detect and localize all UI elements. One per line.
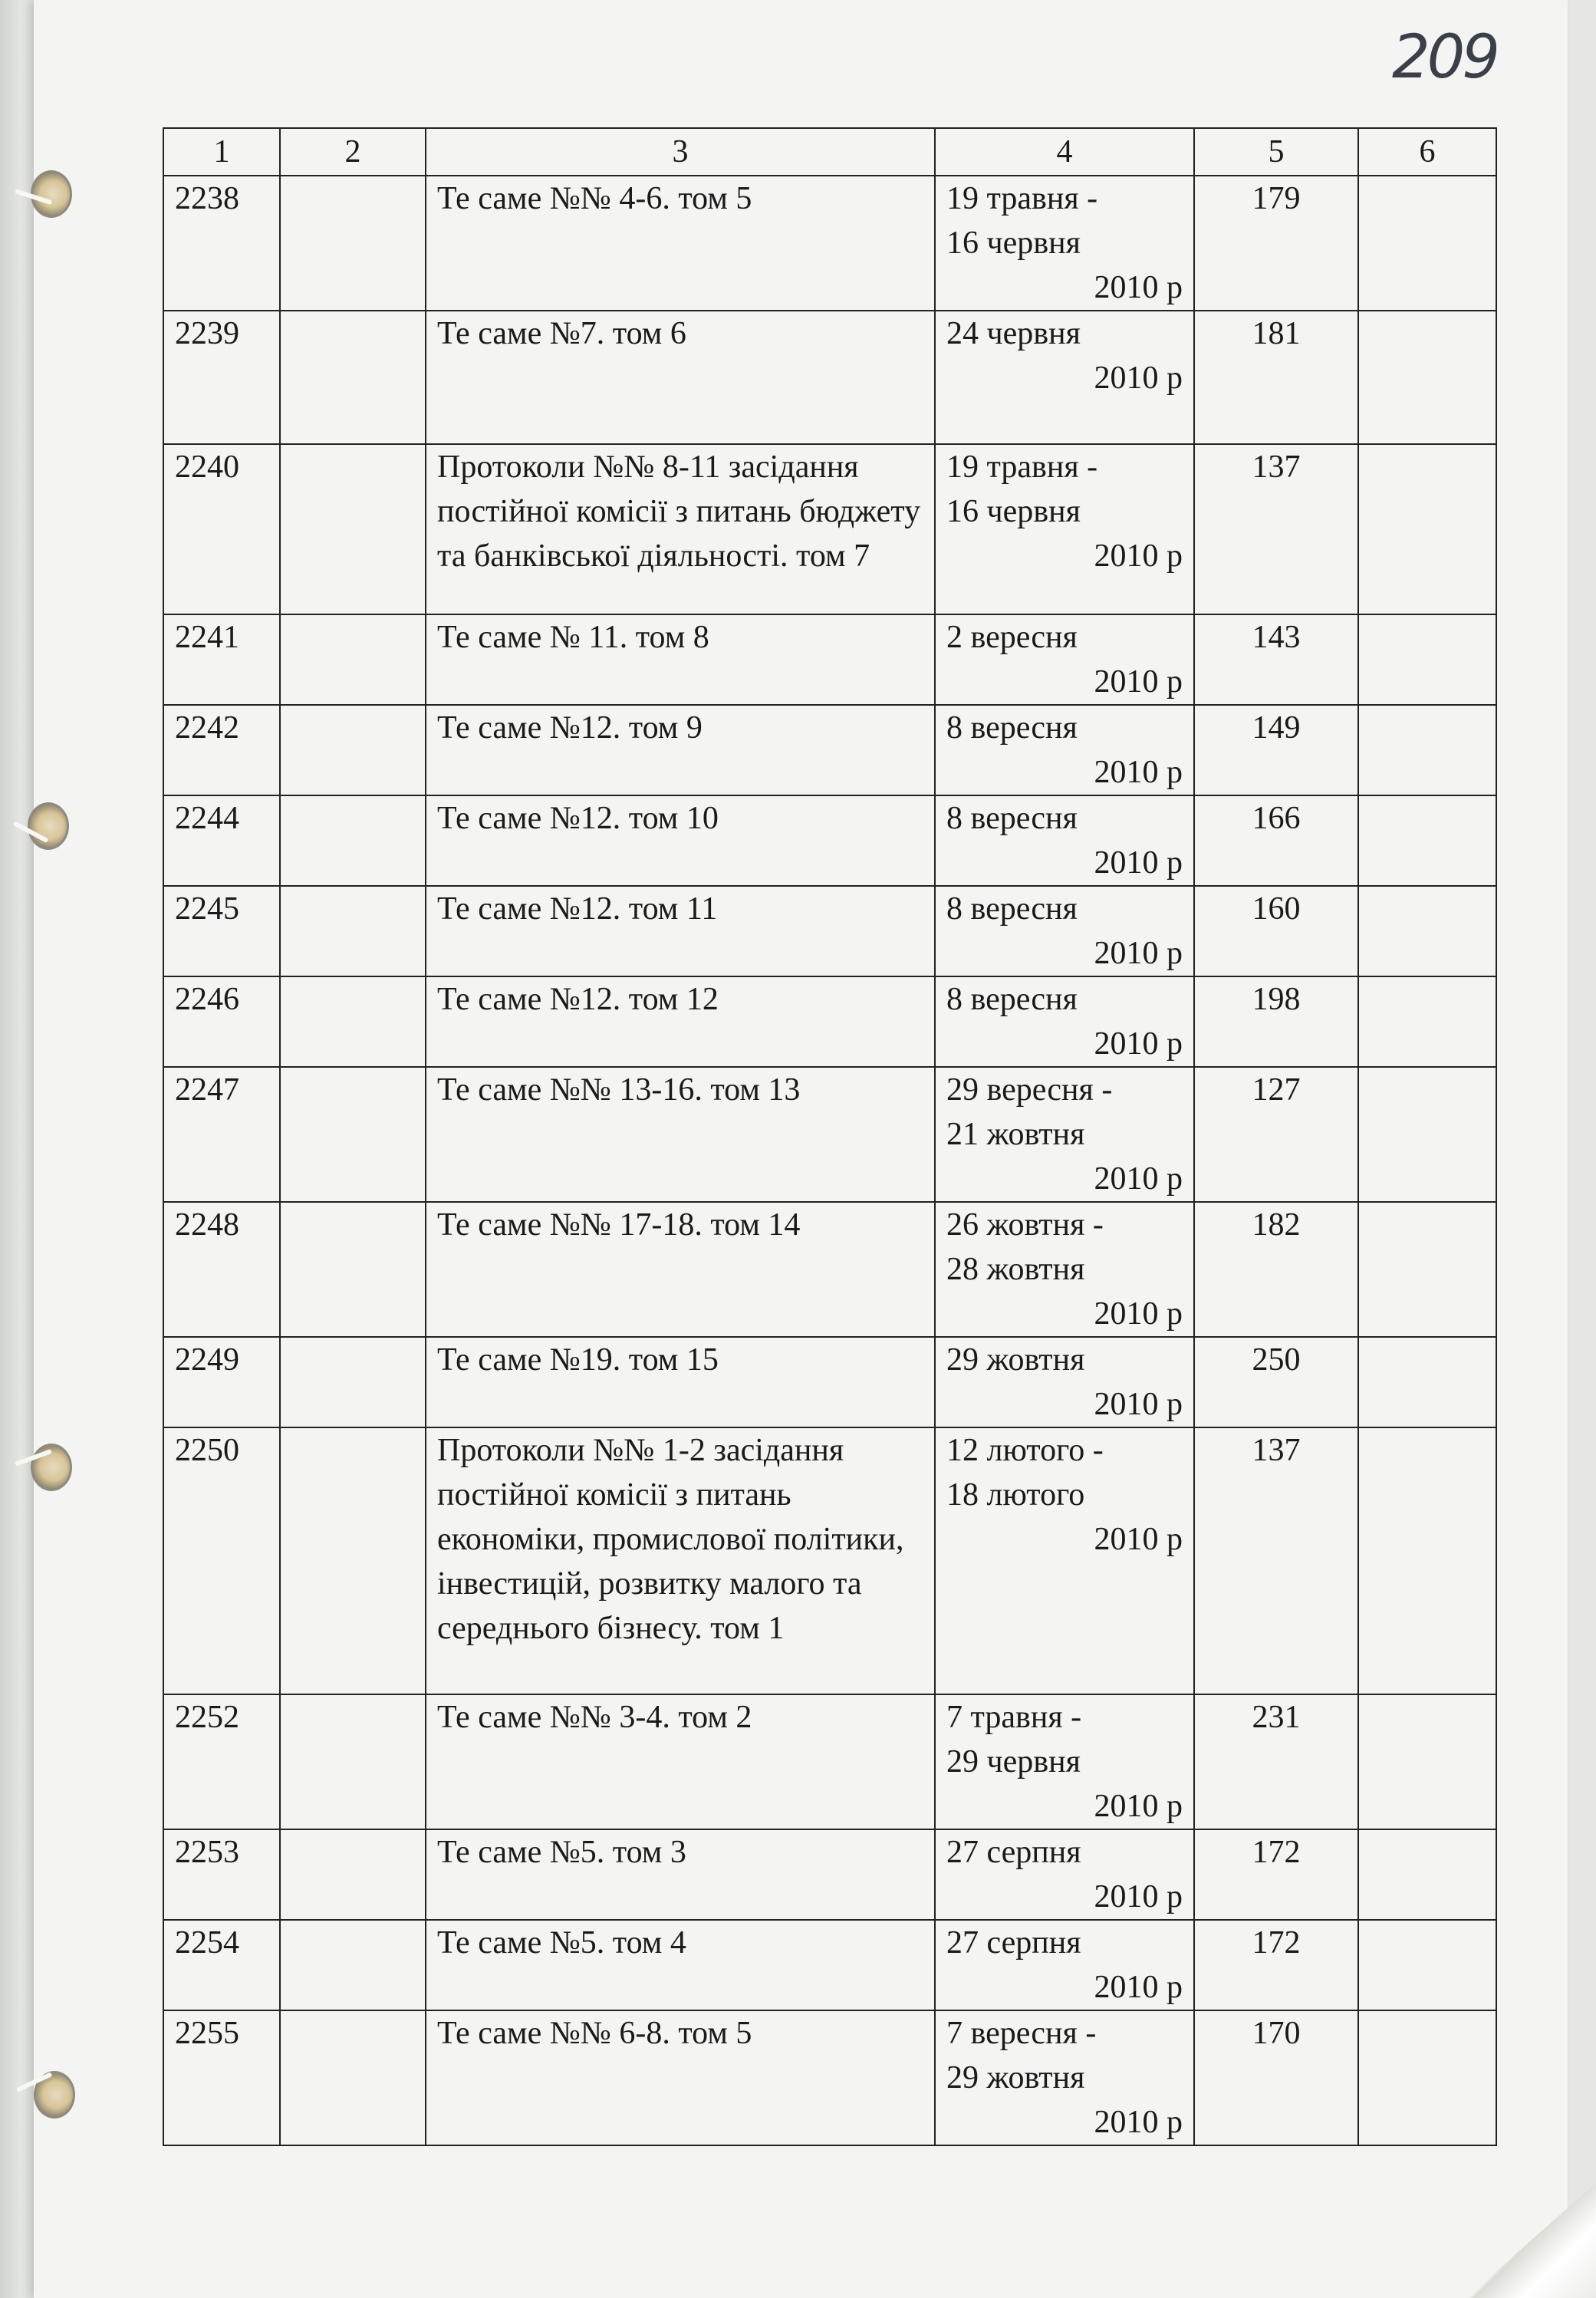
- table-row: [163, 1829, 1496, 1920]
- date-start: 12 лютого -: [946, 1433, 1104, 1468]
- column-2-cell: [280, 705, 426, 795]
- column-2-cell: [280, 886, 426, 976]
- date-start: 8 вересня: [946, 710, 1078, 746]
- record-title: Те саме №12. том 9: [426, 705, 935, 795]
- record-dates: [935, 1829, 1194, 1920]
- column-6-cell: [1358, 1829, 1496, 1920]
- sheet-count: 166: [1194, 795, 1358, 886]
- column-2-cell: [280, 2010, 426, 2145]
- record-dates: [935, 705, 1194, 795]
- sheet-count: 143: [1194, 614, 1358, 705]
- sheet-count: 172: [1194, 1920, 1358, 2010]
- record-number: 2245: [163, 886, 280, 976]
- record-title: Те саме №12. том 12: [426, 976, 935, 1067]
- sheet-count: 160: [1194, 886, 1358, 976]
- record-number: 2255: [163, 2010, 280, 2145]
- date-start: 26 жовтня -: [946, 1207, 1104, 1243]
- column-2-cell: [280, 1202, 426, 1337]
- date-year: 2010 р: [1094, 1161, 1183, 1197]
- date-year: 2010 р: [1094, 755, 1183, 790]
- date-start: 8 вересня: [946, 891, 1078, 927]
- record-number: 2250: [163, 1427, 280, 1694]
- table-row: [163, 705, 1496, 795]
- record-dates: [935, 795, 1194, 886]
- date-start: 24 червня: [946, 316, 1081, 351]
- table-row: [163, 444, 1496, 614]
- sheet-count: 137: [1194, 1427, 1358, 1694]
- date-year: 2010 р: [1094, 1879, 1183, 1914]
- date-start: 7 вересня -: [946, 2016, 1097, 2051]
- record-title: Те саме №№ 6-8. том 5: [426, 2010, 935, 2145]
- record-dates: [935, 1202, 1194, 1337]
- table-row: [163, 614, 1496, 705]
- column-6-cell: [1358, 795, 1496, 886]
- date-year: 2010 р: [1094, 845, 1183, 881]
- record-title: Те саме №№ 3-4. том 2: [426, 1694, 935, 1829]
- date-end: 16 червня: [946, 226, 1081, 261]
- record-dates: [935, 444, 1194, 614]
- column-2-cell: [280, 1337, 426, 1427]
- date-year: 2010 р: [1094, 361, 1183, 396]
- column-6-cell: [1358, 1427, 1496, 1694]
- record-dates: [935, 1920, 1194, 2010]
- sheet-count: 182: [1194, 1202, 1358, 1337]
- record-number: 2244: [163, 795, 280, 886]
- record-number: 2239: [163, 311, 280, 444]
- column-2-cell: [280, 1829, 426, 1920]
- date-start: 19 травня -: [946, 181, 1098, 216]
- record-number: 2240: [163, 444, 280, 614]
- record-title: Те саме №7. том 6: [426, 311, 935, 444]
- table-row: [163, 1427, 1496, 1694]
- register-table: [163, 127, 1497, 2146]
- sheet-count: 170: [1194, 2010, 1358, 2145]
- record-title: Те саме №№ 13-16. том 13: [426, 1067, 935, 1202]
- column-header: 1: [163, 128, 280, 176]
- record-title: Те саме №№ 4-6. том 5: [426, 176, 935, 311]
- date-start: 8 вересня: [946, 801, 1078, 836]
- column-2-cell: [280, 1694, 426, 1829]
- date-start: 8 вересня: [946, 982, 1078, 1017]
- column-2-cell: [280, 311, 426, 444]
- record-number: 2248: [163, 1202, 280, 1337]
- date-year: 2010 р: [1094, 936, 1183, 971]
- column-6-cell: [1358, 1202, 1496, 1337]
- column-header: 4: [935, 128, 1194, 176]
- column-6-cell: [1358, 705, 1496, 795]
- column-6-cell: [1358, 1920, 1496, 2010]
- sheet-count: 231: [1194, 1694, 1358, 1829]
- sheet-count: 179: [1194, 176, 1358, 311]
- table-row: [163, 1694, 1496, 1829]
- handwritten-page-number: 209: [1392, 23, 1497, 92]
- date-year: 2010 р: [1094, 1296, 1183, 1332]
- record-number: 2246: [163, 976, 280, 1067]
- record-dates: [935, 1427, 1194, 1694]
- table-row: [163, 886, 1496, 976]
- column-2-cell: [280, 444, 426, 614]
- table-row: [163, 176, 1496, 311]
- date-start: 7 травня -: [946, 1700, 1082, 1735]
- sheet-count: 172: [1194, 1829, 1358, 1920]
- table-row: [163, 311, 1496, 444]
- record-title: Те саме №12. том 11: [426, 886, 935, 976]
- binding-hole: [28, 802, 69, 850]
- record-title: Протоколи №№ 8-11 засідання постійної комісії з питань бюджету та банківської діяльності. том 7: [426, 444, 935, 614]
- record-dates: [935, 311, 1194, 444]
- record-dates: [935, 886, 1194, 976]
- record-number: 2252: [163, 1694, 280, 1829]
- sheet-count: 250: [1194, 1337, 1358, 1427]
- column-6-cell: [1358, 1337, 1496, 1427]
- column-2-cell: [280, 1920, 426, 2010]
- record-number: 2249: [163, 1337, 280, 1427]
- date-year: 2010 р: [1094, 1970, 1183, 2005]
- record-title: Те саме № 11. том 8: [426, 614, 935, 705]
- record-number: 2241: [163, 614, 280, 705]
- record-dates: [935, 976, 1194, 1067]
- column-6-cell: [1358, 444, 1496, 614]
- sheet-count: 198: [1194, 976, 1358, 1067]
- record-number: 2254: [163, 1920, 280, 2010]
- record-dates: [935, 1337, 1194, 1427]
- date-start: 27 серпня: [946, 1835, 1081, 1870]
- date-start: 29 вересня -: [946, 1072, 1113, 1108]
- column-2-cell: [280, 176, 426, 311]
- date-year: 2010 р: [1094, 1026, 1183, 1062]
- date-year: 2010 р: [1094, 538, 1183, 574]
- column-2-cell: [280, 1067, 426, 1202]
- record-title: Те саме №12. том 10: [426, 795, 935, 886]
- table-row: [163, 976, 1496, 1067]
- date-year: 2010 р: [1094, 270, 1183, 305]
- column-6-cell: [1358, 976, 1496, 1067]
- record-dates: [935, 2010, 1194, 2145]
- table-row: [163, 2010, 1496, 2145]
- date-start: 19 травня -: [946, 449, 1098, 485]
- sheet-count: 137: [1194, 444, 1358, 614]
- table-row: [163, 1337, 1496, 1427]
- column-6-cell: [1358, 176, 1496, 311]
- record-dates: [935, 1694, 1194, 1829]
- date-start: 27 серпня: [946, 1925, 1081, 1961]
- column-header: 5: [1194, 128, 1358, 176]
- record-title: Те саме №5. том 4: [426, 1920, 935, 2010]
- column-2-cell: [280, 614, 426, 705]
- table-row: [163, 1067, 1496, 1202]
- table-row: [163, 1920, 1496, 2010]
- column-2-cell: [280, 795, 426, 886]
- record-title: Те саме №5. том 3: [426, 1829, 935, 1920]
- column-6-cell: [1358, 1067, 1496, 1202]
- table-row: [163, 795, 1496, 886]
- record-dates: [935, 1067, 1194, 1202]
- header-row: [163, 128, 1496, 176]
- table-row: [163, 1202, 1496, 1337]
- date-end: 16 червня: [946, 494, 1081, 529]
- date-end: 18 лютого: [946, 1477, 1085, 1513]
- column-6-cell: [1358, 2010, 1496, 2145]
- column-6-cell: [1358, 311, 1496, 444]
- date-end: 21 жовтня: [946, 1117, 1085, 1152]
- column-6-cell: [1358, 886, 1496, 976]
- record-title: Протоколи №№ 1-2 засідання постійної комісії з питань економіки, промислової політики, інвестицій, розвитку малого та середнього бізнесу. том 1: [426, 1427, 935, 1694]
- column-6-cell: [1358, 614, 1496, 705]
- date-year: 2010 р: [1094, 664, 1183, 700]
- binding-hole: [31, 170, 72, 218]
- column-header: 3: [426, 128, 935, 176]
- record-number: 2253: [163, 1829, 280, 1920]
- date-year: 2010 р: [1094, 1789, 1183, 1824]
- sheet-count: 181: [1194, 311, 1358, 444]
- date-start: 2 вересня: [946, 620, 1078, 655]
- record-number: 2242: [163, 705, 280, 795]
- record-title: Те саме №19. том 15: [426, 1337, 935, 1427]
- column-6-cell: [1358, 1694, 1496, 1829]
- date-start: 29 жовтня: [946, 1342, 1085, 1378]
- record-dates: [935, 176, 1194, 311]
- column-header: 6: [1358, 128, 1496, 176]
- record-number: 2238: [163, 176, 280, 311]
- column-2-cell: [280, 976, 426, 1067]
- date-year: 2010 р: [1094, 1387, 1183, 1422]
- record-dates: [935, 614, 1194, 705]
- date-year: 2010 р: [1094, 1522, 1183, 1557]
- record-number: 2247: [163, 1067, 280, 1202]
- sheet-count: 127: [1194, 1067, 1358, 1202]
- column-header: 2: [280, 128, 426, 176]
- column-2-cell: [280, 1427, 426, 1694]
- date-end: 29 жовтня: [946, 2060, 1085, 2096]
- binding-edge: [0, 0, 34, 2298]
- date-end: 28 жовтня: [946, 1252, 1085, 1287]
- sheet-count: 149: [1194, 705, 1358, 795]
- date-year: 2010 р: [1094, 2105, 1183, 2140]
- date-end: 29 червня: [946, 1744, 1081, 1779]
- record-title: Те саме №№ 17-18. том 14: [426, 1202, 935, 1337]
